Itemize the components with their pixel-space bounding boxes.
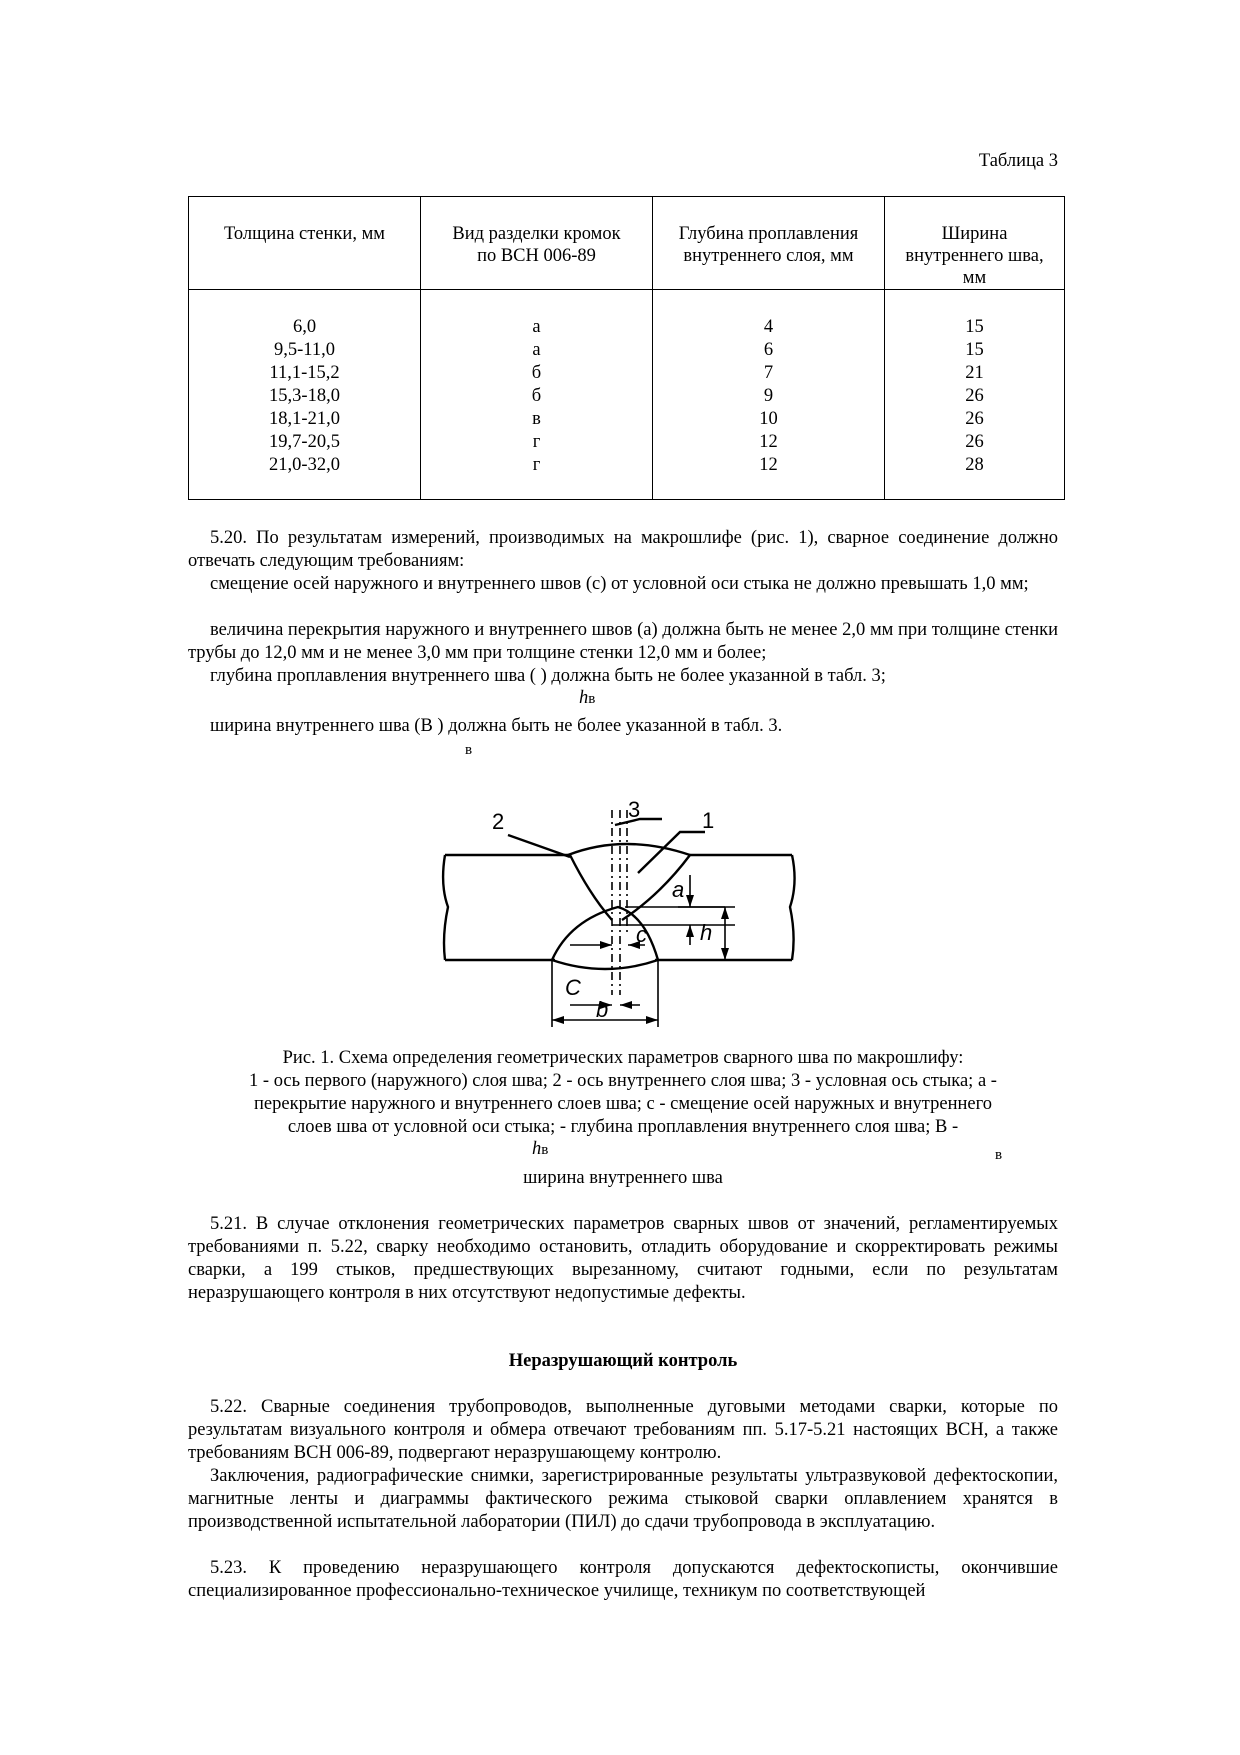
label-c-upper: c — [636, 922, 647, 947]
table-header-row — [189, 197, 1065, 290]
column-inner-weld-width: 15 15 21 26 26 26 28 — [885, 290, 1065, 500]
depth-symbol: hв — [579, 688, 596, 708]
figure-caption-line: 1 - ось первого (наружного) слоя шва; 2 - ось внутреннего слоя шва; 3 - условная ось стыка; а - — [249, 1071, 997, 1091]
plate-left-break — [443, 855, 448, 960]
label-a: a — [672, 877, 685, 902]
weld-macrosection-figure — [440, 795, 820, 1040]
caption-depth-symbol: hв — [532, 1139, 549, 1159]
leader-2 — [508, 835, 570, 857]
weld-parameters-table — [188, 196, 1065, 500]
label-1: 1 — [702, 808, 715, 833]
outer-weld-cap — [568, 844, 690, 855]
column-edge-preparation: а а б б в г г — [421, 290, 653, 500]
figure-caption-line: перекрытие наружного и внутреннего слоев шва; с - смещение осей наружных и внутреннего — [254, 1094, 992, 1114]
paragraph-offset-requirement: смещение осей наружного и внутреннего швов (с) от условной оси стыка не должно превышать 1,0 мм; — [210, 574, 1029, 594]
table-caption: Таблица 3 — [978, 151, 1058, 171]
width-subscript: в — [465, 742, 473, 758]
label-c-lower: C — [565, 975, 581, 1000]
header-penetration-depth: Глубина проплавления внутреннего слоя, мм — [653, 197, 885, 290]
section-heading: Неразрушающий контроль — [508, 1351, 738, 1371]
paragraph-5-20: 5.20. По результатам измерений, производимых на макрошлифе (рис. 1), сварное соединение должно отвечать следующим требованиям: — [188, 528, 1058, 571]
plate-right-break — [790, 855, 795, 960]
label-3: 3 — [628, 797, 641, 822]
inner-weld-root — [552, 960, 658, 969]
paragraph-overlap-requirement: величина перекрытия наружного и внутреннего швов (а) должна быть не менее 2,0 мм при толщине стенки трубы до 12,0 мм и не менее 3,0 мм при толщине стенки 12,0 мм и более; — [188, 620, 1058, 663]
label-h: h — [700, 920, 713, 945]
label-2: 2 — [492, 809, 505, 834]
caption-width-subscript: в — [995, 1147, 1003, 1163]
figure-caption-line: ширина внутреннего шва — [523, 1168, 723, 1188]
figure-caption-line: слоев шва от условной оси стыка; - глубина проплавления внутреннего слоя шва; В - — [287, 1117, 959, 1137]
paragraph-5-23: 5.23. К проведению неразрушающего контроля допускаются дефектоскописты, окончившие специализированное профессионально-техническое училище, техникум по соответствующей — [188, 1558, 1058, 1601]
paragraph-depth-requirement: глубина проплавления внутреннего шва ( ) должна быть не более указанной в табл. 3; — [210, 666, 886, 686]
table-row — [189, 290, 1065, 500]
header-edge-preparation: Вид разделки кромок по ВСН 006-89 — [421, 197, 653, 290]
header-wall-thickness: Толщина стенки, мм — [189, 197, 421, 290]
leader-1 — [638, 832, 705, 873]
header-inner-weld-width: Ширина внутреннего шва, мм — [885, 197, 1065, 290]
paragraph-width-requirement: ширина внутреннего шва (В ) должна быть не более указанной в табл. 3. — [210, 716, 783, 736]
label-b: b — [596, 997, 609, 1022]
paragraph-5-21: 5.21. В случае отклонения геометрических параметров сварных швов от значений, регламентируемых требованиями п. 5.22, сварку необходимо остановить, отладить оборудование и скорректировать режимы сварки, а 199 стыков, предшествующих вырезанному, считают годными, если по результатам неразрушающего контроля в них отсутствуют недопустимые дефекты. — [188, 1214, 1058, 1303]
paragraph-5-22: 5.22. Сварные соединения трубопроводов, выполненные дуговыми методами сварки, которые по результатам визуального контроля и обмера отвечают требованиям пп. 5.17-5.21 настоящих ВСН, а также требованиям ВСН 006-89, подвергают неразрушающему контролю. — [188, 1397, 1058, 1463]
figure-caption-title: Рис. 1. Схема определения геометрических параметров сварного шва по макрошлифу: — [282, 1048, 964, 1068]
column-wall-thickness: 6,0 9,5-11,0 11,1-15,2 15,3-18,0 18,1-21,0 19,7-20,5 21,0-32,0 — [189, 290, 421, 500]
column-penetration-depth: 4 6 7 9 10 12 12 — [653, 290, 885, 500]
paragraph-storage: Заключения, радиографические снимки, зарегистрированные результаты ультразвуковой дефектоскопии, магнитные ленты и диаграммы фактического режима стыковой сварки оплавлением хранятся в производственной испытательной лаборатории (ПИЛ) до сдачи трубопровода в эксплуатацию. — [188, 1466, 1058, 1532]
